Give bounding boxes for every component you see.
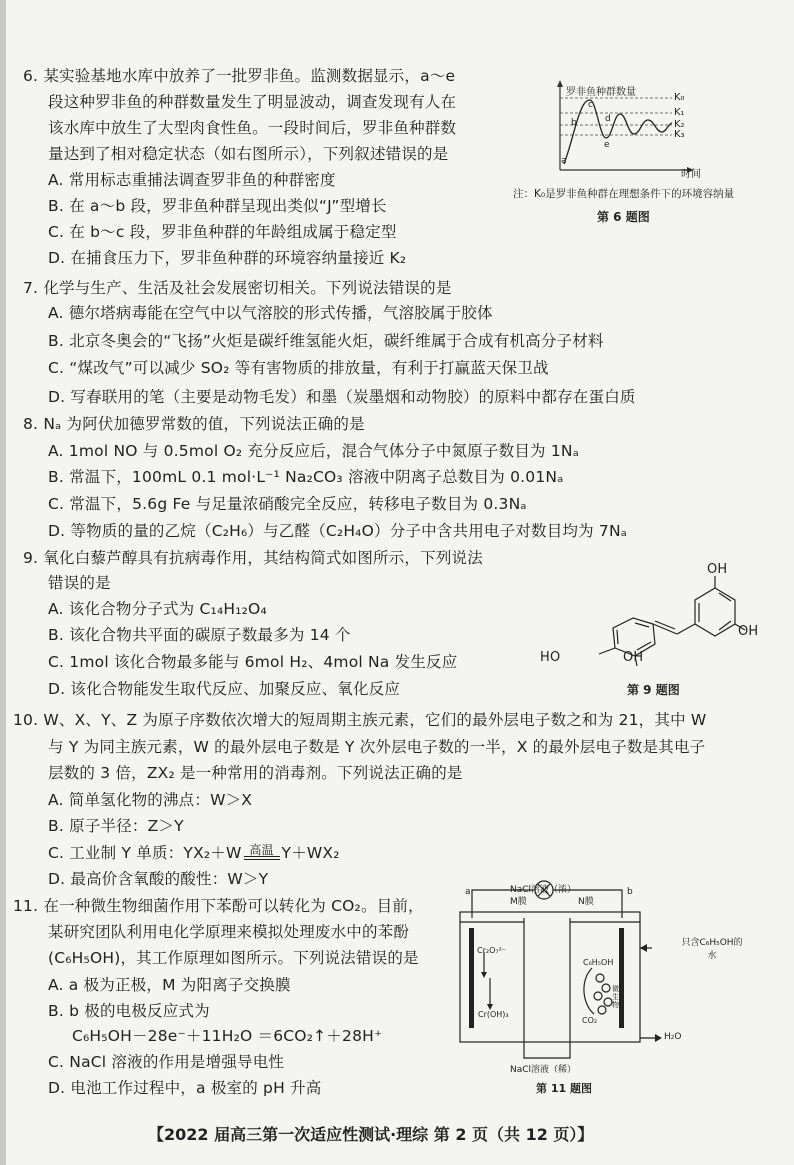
q10-option-a: A. 简单氢化物的沸点：W＞X	[48, 791, 253, 809]
fig6-k2-label: K₂	[674, 119, 685, 130]
q10-option-c-rhs: Y＋WX₂	[281, 844, 340, 862]
q7-option-b: B. 北京冬奥会的“飞扬”火炬是碳纤维氢能火炬，碳纤维属于合成有机高分子材料	[48, 332, 604, 350]
fig6-point-c: c	[588, 100, 593, 110]
fig6-point-b: b	[571, 118, 577, 128]
fig6-k3-label: K₃	[674, 129, 685, 140]
fig6-note: 注：K₀是罗非鱼种群在理想条件下的环境容纳量	[513, 188, 735, 200]
q10-stem-line1: 10. W、X、Y、Z 为原子序数依次增大的短周期主族元素，它们的最外层电子数之和为 21，其中 W	[13, 711, 707, 729]
fig9-oh-top: OH	[707, 562, 728, 577]
fig9-oh-right: OH	[738, 624, 759, 639]
fig6-x-axis-label: 时间	[681, 169, 701, 180]
fig9-oh-bottom: OH	[623, 650, 644, 665]
fig6-k0-label: K₀	[674, 92, 685, 103]
q8-option-b: B. 常温下，100mL 0.1 mol·L⁻¹ Na₂CO₃ 溶液中阴离子总数目为 0.01Nₐ	[48, 468, 564, 486]
fig11-chromium-hydroxide-label: Cr(OH)₃	[478, 1010, 509, 1019]
fig11-inlet-label: 只含C₆H₅OH的水	[681, 938, 743, 961]
fig11-caption: 第 11 题图	[536, 1082, 592, 1095]
q7-stem: 7. 化学与生产、生活及社会发展密切相关。下列说法错误的是	[23, 279, 452, 297]
q8-option-c: C. 常温下，5.6g Fe 与足量浓硝酸完全反应，转移电子数目为 0.3Nₐ	[48, 495, 527, 513]
q6-stem-line2: 段这种罗非鱼的种群数量发生了明显波动，调查发现有人在	[48, 93, 457, 111]
q6-stem-line4: 量达到了相对稳定状态（如右图所示），下列叙述错误的是	[48, 145, 449, 163]
fig11-phenol-label: C₆H₅OH	[583, 958, 614, 967]
q9-option-c: C. 1mol 该化合物最多能与 6mol H₂、4mol Na 发生反应	[48, 653, 458, 671]
q11-stem-line1: 11. 在一种微生物细菌作用下苯酚可以转化为 CO₂。目前，	[13, 897, 424, 915]
q8-option-a: A. 1mol NO 与 0.5mol O₂ 充分反应后，混合气体分子中氮原子数目为 1Nₐ	[48, 442, 579, 460]
fig6-caption: 第 6 题图	[597, 210, 650, 224]
q9-stem-line1: 9. 氧化白藜芦醇具有抗病毒作用，其结构简式如图所示，下列说法	[23, 549, 483, 567]
fig9-structure	[545, 566, 755, 674]
fig11-bottom-solution-label: NaCl溶液（稀）	[510, 1065, 577, 1075]
q10-option-c-lhs: C. 工业制 Y 单质：YX₂＋W	[48, 844, 242, 862]
fig11-electrode-b-label: b	[627, 887, 633, 897]
fig9-ho-left: HO	[540, 650, 561, 665]
q9-option-b: B. 该化合物共平面的碳原子数最多为 14 个	[48, 626, 351, 644]
fig11-n-membrane-label: N膜	[578, 897, 594, 907]
fig11-top-solution-label: NaCl溶液（浓）	[510, 885, 577, 895]
fig6-y-axis-label: 罗非鱼种群数量	[566, 87, 636, 98]
q6-option-c: C. 在 b～c 段，罗非鱼种群的年龄组成属于稳定型	[48, 223, 397, 241]
fig9-caption: 第 9 题图	[627, 683, 680, 697]
q6-option-b: B. 在 a～b 段，罗非鱼种群呈现出类似“J”型增长	[48, 197, 387, 215]
q10-stem-line2: 与 Y 为同主族元素，W 的最外层电子数是 Y 次外层电子数的一半，X 的最外层电子数是其电子	[48, 738, 706, 756]
page-edge-shadow	[0, 0, 6, 1165]
q9-option-d: D. 该化合物能发生取代反应、加聚反应、氧化反应	[48, 680, 401, 698]
q6-stem-line3: 该水库中放生了大型肉食性鱼。一段时间后，罗非鱼种群数	[48, 119, 457, 137]
q6-option-d: D. 在捕食压力下，罗非鱼种群的环境容纳量接近 K₂	[48, 249, 407, 267]
fig6-point-a: a	[561, 156, 567, 166]
q9-option-a: A. 该化合物分子式为 C₁₄H₁₂O₄	[48, 600, 267, 618]
fig6-point-d: d	[605, 114, 611, 124]
q7-option-c: C. “煤改气”可以减少 SO₂ 等有害物质的排放量，有利于打赢蓝天保卫战	[48, 359, 549, 377]
q11-stem-line3: (C₆H₅OH)，其工作原理如图所示。下列说法错误的是	[48, 949, 419, 967]
fig11-co2-label: CO₂	[582, 1016, 598, 1025]
fig11-m-membrane-label: M膜	[510, 897, 527, 907]
q7-option-a: A. 德尔塔病毒能在空气中以气溶胶的形式传播，气溶胶属于胶体	[48, 304, 493, 322]
q10-option-b: B. 原子半径：Z＞Y	[48, 817, 184, 835]
q10-reaction-arrow	[242, 843, 282, 864]
q8-stem: 8. Nₐ 为阿伏加德罗常数的值，下列说法正确的是	[23, 415, 365, 433]
fig11-dichromate-label: Cr₂O₇²⁻	[477, 946, 507, 955]
fig11-outlet-label: H₂O	[664, 1032, 682, 1042]
q11-option-a: A. a 极为正极，M 为阳离子交换膜	[48, 976, 291, 994]
q11-option-b: B. b 极的电极反应式为	[48, 1002, 210, 1020]
q11-option-b-equation: C₆H₅OH－28e⁻＋11H₂O ＝6CO₂↑＋28H⁺	[72, 1027, 383, 1045]
q10-condition: 高温	[249, 843, 274, 857]
q11-stem-line2: 某研究团队利用电化学原理来模拟处理废水中的苯酚	[48, 923, 410, 941]
fig11-cell-diagram	[452, 878, 712, 1078]
page-footer: 【2022 届高三第一次适应性测试·理综 第 2 页（共 12 页）】	[148, 1125, 594, 1144]
q7-option-d: D. 写春联用的笔（主要是动物毛发）和墨（炭墨烟和动物胶）的原料中都存在蛋白质	[48, 388, 636, 406]
q10-equals-line	[244, 856, 280, 860]
q10-option-c	[48, 843, 340, 864]
fig11-electrode-a-label: a	[465, 887, 471, 897]
fig6-point-e: e	[604, 140, 610, 150]
q6-option-a: A. 常用标志重捕法调查罗非鱼的种群密度	[48, 171, 336, 189]
q11-option-c: C. NaCl 溶液的作用是增强导电性	[48, 1053, 285, 1071]
fig6-k1-label: K₁	[674, 107, 685, 118]
q10-option-d: D. 最高价含氧酸的酸性：W＞Y	[48, 870, 269, 888]
q11-option-d: D. 电池工作过程中，a 极室的 pH 升高	[48, 1079, 322, 1097]
q9-stem-line2: 错误的是	[48, 574, 111, 592]
fig11-microbe-label: 微生物	[612, 985, 619, 1009]
q10-stem-line3: 层数的 3 倍，ZX₂ 是一种常用的消毒剂。下列说法正确的是	[48, 764, 463, 782]
q8-option-d: D. 等物质的量的乙烷（C₂H₆）与乙醛（C₂H₄O）分子中含共用电子对数目均为 7Nₐ	[48, 522, 628, 540]
q6-stem-line1: 6. 某实验基地水库中放养了一批罗非鱼。监测数据显示，a～e	[23, 67, 456, 85]
